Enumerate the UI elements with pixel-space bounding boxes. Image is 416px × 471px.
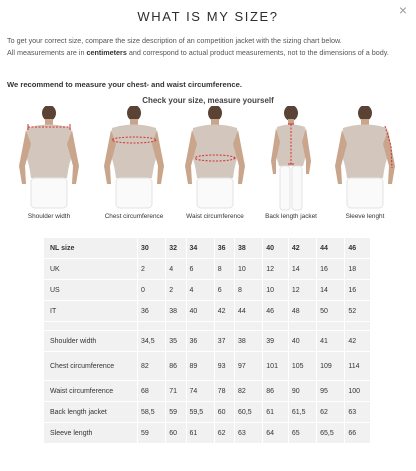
- size-cell: 10: [263, 280, 289, 301]
- size-cell: 38: [235, 331, 263, 352]
- row-label: NL size: [44, 238, 138, 259]
- size-cell: 82: [138, 352, 166, 381]
- size-cell: 63: [235, 423, 263, 444]
- size-chart-table: [43, 237, 371, 444]
- intro-line-2-start: All measurements are in: [7, 48, 87, 58]
- size-cell: 41: [317, 331, 345, 352]
- size-cell: 36: [186, 331, 214, 352]
- size-cell: 4: [186, 280, 214, 301]
- size-cell: 46: [345, 238, 371, 259]
- row-label: Sleeve length: [44, 423, 138, 444]
- intro-line-2: [7, 47, 409, 59]
- size-cell: 64: [263, 423, 289, 444]
- table-row: [44, 381, 371, 402]
- size-cell: 12: [263, 259, 289, 280]
- size-cell: 37: [214, 331, 234, 352]
- sleeve-length-figure-svg: [327, 106, 403, 211]
- size-cell: 90: [288, 381, 316, 402]
- size-cell: [138, 322, 166, 331]
- row-label: Chest circumference: [44, 352, 138, 381]
- back-length-figure-icon: [253, 106, 329, 226]
- intro-text: [7, 35, 409, 59]
- size-cell: 2: [138, 259, 166, 280]
- size-cell: 60: [166, 423, 186, 444]
- size-cell: 8: [214, 259, 234, 280]
- figure-label: Sleeve lenght: [345, 213, 385, 220]
- size-cell: 38: [166, 301, 186, 322]
- size-cell: 44: [317, 238, 345, 259]
- size-cell: 97: [235, 352, 263, 381]
- size-cell: 101: [263, 352, 289, 381]
- size-cell: 32: [166, 238, 186, 259]
- size-cell: 93: [214, 352, 234, 381]
- size-cell: 74: [186, 381, 214, 402]
- size-cell: 65: [288, 423, 316, 444]
- figure-label: Waist circumference: [186, 213, 244, 220]
- size-cell: 40: [263, 238, 289, 259]
- size-cell: 14: [288, 259, 316, 280]
- size-cell: 36: [214, 238, 234, 259]
- size-cell: 39: [263, 331, 289, 352]
- size-cell: 6: [214, 280, 234, 301]
- table-row: [44, 423, 371, 444]
- size-cell: 60: [214, 402, 234, 423]
- size-cell: 62: [317, 402, 345, 423]
- size-cell: 18: [345, 259, 371, 280]
- sleeve-length-figure-icon: [327, 106, 403, 226]
- size-cell: [214, 322, 234, 331]
- size-cell: 105: [288, 352, 316, 381]
- size-cell: 36: [138, 301, 166, 322]
- size-cell: 61: [263, 402, 289, 423]
- figure-label: Back length jacket: [265, 213, 317, 220]
- table-row: [44, 331, 371, 352]
- size-cell: 86: [166, 352, 186, 381]
- size-cell: 8: [235, 280, 263, 301]
- size-cell: [288, 322, 316, 331]
- size-cell: 42: [345, 331, 371, 352]
- size-cell: 40: [288, 331, 316, 352]
- intro-line-2-end: and correspond to actual product measurements, not to the dimensions of a body.: [126, 48, 389, 58]
- size-cell: [263, 322, 289, 331]
- size-cell: 68: [138, 381, 166, 402]
- intro-line-1: To get your correct size, compare the size description of an competition jacket with the sizing chart below.: [7, 36, 342, 45]
- size-cell: [235, 322, 263, 331]
- size-cell: 2: [166, 280, 186, 301]
- table-row: [44, 402, 371, 423]
- row-label: Back length jacket: [44, 402, 138, 423]
- size-cell: 100: [345, 381, 371, 402]
- table-spacer-row: [44, 322, 371, 331]
- size-cell: [317, 322, 345, 331]
- row-label: [44, 322, 138, 331]
- table-header-row: [44, 238, 371, 259]
- size-cell: 82: [235, 381, 263, 402]
- chest-circumference-figure-svg: [96, 106, 172, 211]
- size-cell: 35: [166, 331, 186, 352]
- size-cell: 59: [166, 402, 186, 423]
- size-cell: [186, 322, 214, 331]
- size-cell: 10: [235, 259, 263, 280]
- size-cell: 109: [317, 352, 345, 381]
- page-title: WHAT IS MY SIZE?: [137, 9, 279, 24]
- size-cell: 89: [186, 352, 214, 381]
- row-label: UK: [44, 259, 138, 280]
- size-cell: [166, 322, 186, 331]
- table-row: [44, 352, 371, 381]
- size-cell: 60,5: [235, 402, 263, 423]
- row-label: IT: [44, 301, 138, 322]
- chest-circumference-figure-icon: [96, 106, 172, 226]
- row-label: Shoulder width: [44, 331, 138, 352]
- waist-circumference-figure-icon: [177, 106, 253, 226]
- waist-circumference-figure-svg: [177, 106, 253, 211]
- size-cell: 34: [186, 238, 214, 259]
- table-row: [44, 280, 371, 301]
- size-cell: 42: [288, 238, 316, 259]
- intro-line-2-bold: centimeters: [86, 48, 127, 58]
- size-cell: 65,5: [317, 423, 345, 444]
- size-cell: 6: [186, 259, 214, 280]
- size-cell: 16: [345, 280, 371, 301]
- size-cell: 0: [138, 280, 166, 301]
- size-cell: 46: [263, 301, 289, 322]
- size-cell: 50: [317, 301, 345, 322]
- row-label: US: [44, 280, 138, 301]
- size-cell: 59,5: [186, 402, 214, 423]
- size-cell: 16: [317, 259, 345, 280]
- size-cell: 42: [214, 301, 234, 322]
- size-cell: 59: [138, 423, 166, 444]
- figure-label: Chest circumference: [104, 213, 164, 220]
- size-cell: 14: [317, 280, 345, 301]
- figure-label: Shoulder width: [27, 213, 71, 220]
- size-cell: [345, 322, 371, 331]
- table-row: [44, 259, 371, 280]
- size-cell: 58,5: [138, 402, 166, 423]
- recommendation-text: We recommend to measure your chest- and waist circumference.: [7, 80, 242, 89]
- size-cell: 30: [138, 238, 166, 259]
- size-cell: 61: [186, 423, 214, 444]
- close-icon[interactable]: ×: [398, 2, 407, 18]
- size-cell: 61,5: [288, 402, 316, 423]
- size-cell: 95: [317, 381, 345, 402]
- measurement-figures: [0, 106, 416, 226]
- shoulder-width-figure-svg: [11, 106, 87, 211]
- size-cell: 34,5: [138, 331, 166, 352]
- size-cell: 63: [345, 402, 371, 423]
- size-cell: 62: [214, 423, 234, 444]
- shoulder-width-figure-icon: [11, 106, 87, 226]
- table-row: [44, 301, 371, 322]
- size-cell: 86: [263, 381, 289, 402]
- size-cell: 66: [345, 423, 371, 444]
- size-cell: 4: [166, 259, 186, 280]
- size-cell: 40: [186, 301, 214, 322]
- row-label: Waist circumference: [44, 381, 138, 402]
- size-cell: 38: [235, 238, 263, 259]
- size-cell: 71: [166, 381, 186, 402]
- check-size-heading: Check your size, measure yourself: [142, 96, 274, 105]
- size-cell: 78: [214, 381, 234, 402]
- size-cell: 52: [345, 301, 371, 322]
- size-cell: 12: [288, 280, 316, 301]
- size-cell: 114: [345, 352, 371, 381]
- size-cell: 44: [235, 301, 263, 322]
- back-length-figure-svg: [253, 106, 329, 211]
- size-cell: 48: [288, 301, 316, 322]
